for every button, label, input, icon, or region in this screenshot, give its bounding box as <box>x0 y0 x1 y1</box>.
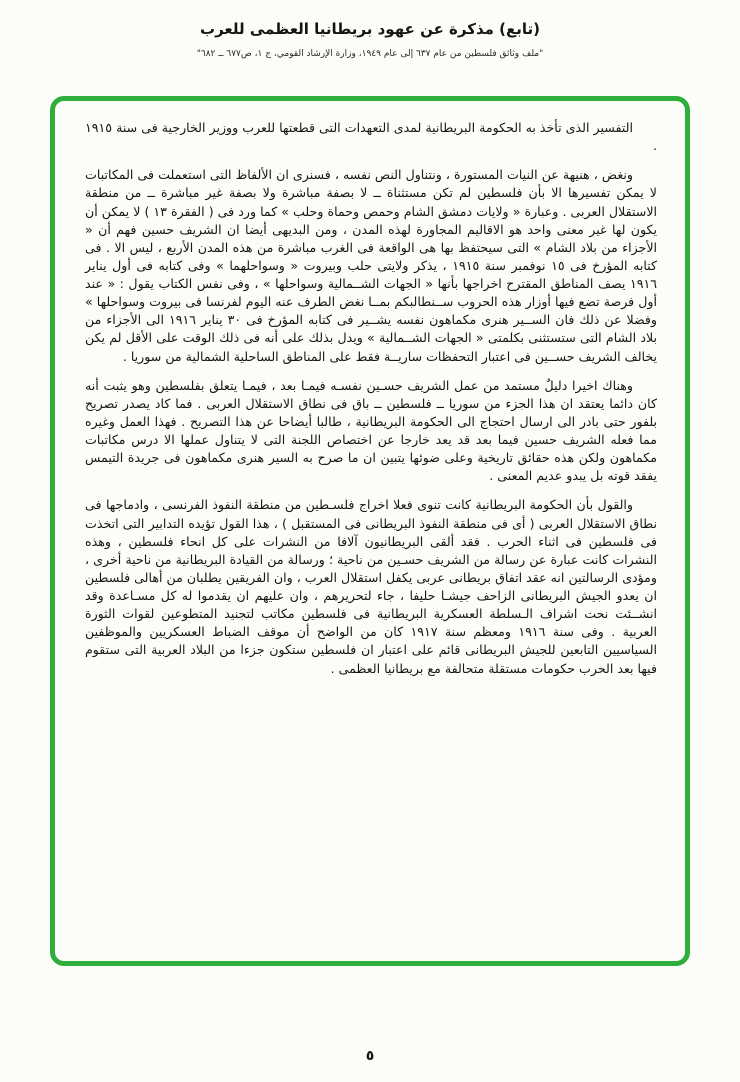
document-title: (تابع) مذكرة عن عهود بريطانيا العظمى للعرب <box>200 20 540 38</box>
green-border-frame <box>50 96 690 966</box>
paragraph-sherif-hussein-evidence: وهناك اخيرا دليلٌ مستمد من عمل الشريف حسـين نفسـه فيمـا بعد ، فيمـا يتعلق بفلسطين وهو يثبت أنه كان دائما يعتقد ان هذا الجزء من سوريا ــ فلسطين ــ باق فى نطاق الاستقلال العربى . فما كاد يصدر تصريح بلفور حتى بادر الى ارسال احتجاج الى الحكومة البريطانية ، طالبا أيضاحا عن هذا التصريح . فهذا العمل وغيره مما فعله الشريف حسين فيما بعد قد يعد خارجا عن اختصاص اللجنة التى لا يتناول عملها الا درس مكاتبات مكماهون ولكن هذه حقائق تاريخية وعلى ضوئها يتبين ان ما صرح به السير هنرى مكماهون فى جريدة التيمس يفقد قوته بل يبدو عديم المعنى . <box>85 377 657 484</box>
paragraph-british-policy: والقول بأن الحكومة البريطانية كانت تنوى فعلا اخراج فلسـطين من منطقة النفوذ الفرنسى ، وادماجها فى نطاق الاستقلال العربى ( أى فى منطقة النفوذ البريطانى فى المستقبل ) ، هذا القول تؤيده التدابير التى اتخذت فى فلسطين فى اثناء الحرب . فقد ألقى البريطانيون آلافا من النشرات على كل انحاء فلسطين ، وهذه النشرات كانت عبارة عن رسالة من الشريف حسـين من ناحية ؛ ورسالة من القيادة البريطانية من ناحية أخرى ، ومؤدى الرسالتين انه عقد اتفاق بريطانى عربى يكفل استقلال العرب ، وان الفريقين يطلبان من أهالى فلسطين ان يعدو الجيش البريطانى الزاحف جيشـا حليفا ، جاء لتحريرهم ، وان عليهم ان يقدموا له كل مسـاعدة وقد انشــئت نحت اشراف الـسلطة العسكرية البريطانية فى فلسطين مكاتب لتجنيد المتطوعين لقوات الثورة العربية . وفى سنة ١٩١٦ ومعظم سنة ١٩١٧ كان من الواضح أن موقف الضباط العسكريين والموظفين السياسيين التابعين للجيش البريطانى قائم على اعتبار ان فلسطين ستكون جزءا من البلاد العربية التى ستقوم فيها بعد الحرب حكومات مستقلة متحالفة مع بريطانيا العظمى . <box>85 497 658 676</box>
page-header <box>0 0 740 59</box>
source-citation-line: "ملف وثائق فلسطين من عام ٦٣٧ إلى عام ١٩٤٩، وزارة الإرشاد القومي، ج ١، ص٦٧٧ ــ ٦٨٢" <box>196 49 544 59</box>
document-body <box>85 119 657 678</box>
paragraph-text-analysis: ونغض ، هنيهة عن النيات المستورة ، ونتناول النص نفسه ، فسنرى ان الألفاظ التى استعملت فى المكاتبات لا يمكن تفسيرها الا بأن فلسطين لم تكن مستثناة ــ لا بصفة مباشرة ولا بصفة غير مباشرة ــ من منطقة الاستقلال العربى . وعبارة « ولايات دمشق الشام وحمص وحماة وحلب » كما ورد فى ( الفقرة ١٣ ) لا يمكن أن يكون لها غير معنى واحد هو الاقاليم المجاورة لهذه المدن ، ومن البديهى أيضا ان الشريف حسين فهم أن « الأجزاء من بلاد الشام » التى سيحتفظ بها هى الواقعة فى الغرب مباشرة من هذه المدن الأربع ، ليس الا . فى كتابه المؤرخ فى ١٥ نوفمبر سنة ١٩١٥ ، يذكر ولايتى حلب وبيروت « وسواحلهما » وفى كتابه فى أول يناير ١٩١٦ يصف المناطق المقترح اخراجها بأنها « الجهات الشــمالية وسواحلها » ، وفى نفس الكتاب يقول : « عند أول فرصة تضع فيها أوزار هذه الحروب ســنطالبكم بمــا نغض الطرف عنه اليوم لفرنسا فى بيروت وسواحلها » وفضلا عن ذلك فان الســير هنرى مكماهون نفسه يشــير فى كتابه المؤرخ فى ٣٠ يناير ١٩١٦ الى الأجزاء من بلاد الشام التى ستستثنى بكلمتى « الجهات الشــمالية » ويدل بذلك على أنه فى ذلك الوقت على الأقل لم يكن يخالف الشريف حســين فى اعتبار التحفظات ساريــة فقط على المناطق الساحلية الشمالية من سوريا . <box>85 167 658 364</box>
page-number: ٥ <box>365 1048 375 1064</box>
paragraph-intro: التفسير الذى تأخذ به الحكومة البريطانية لمدى التعهدات التى قطعتها للعرب ووزير الخارجية فى سنة ١٩١٥ . <box>85 120 657 154</box>
